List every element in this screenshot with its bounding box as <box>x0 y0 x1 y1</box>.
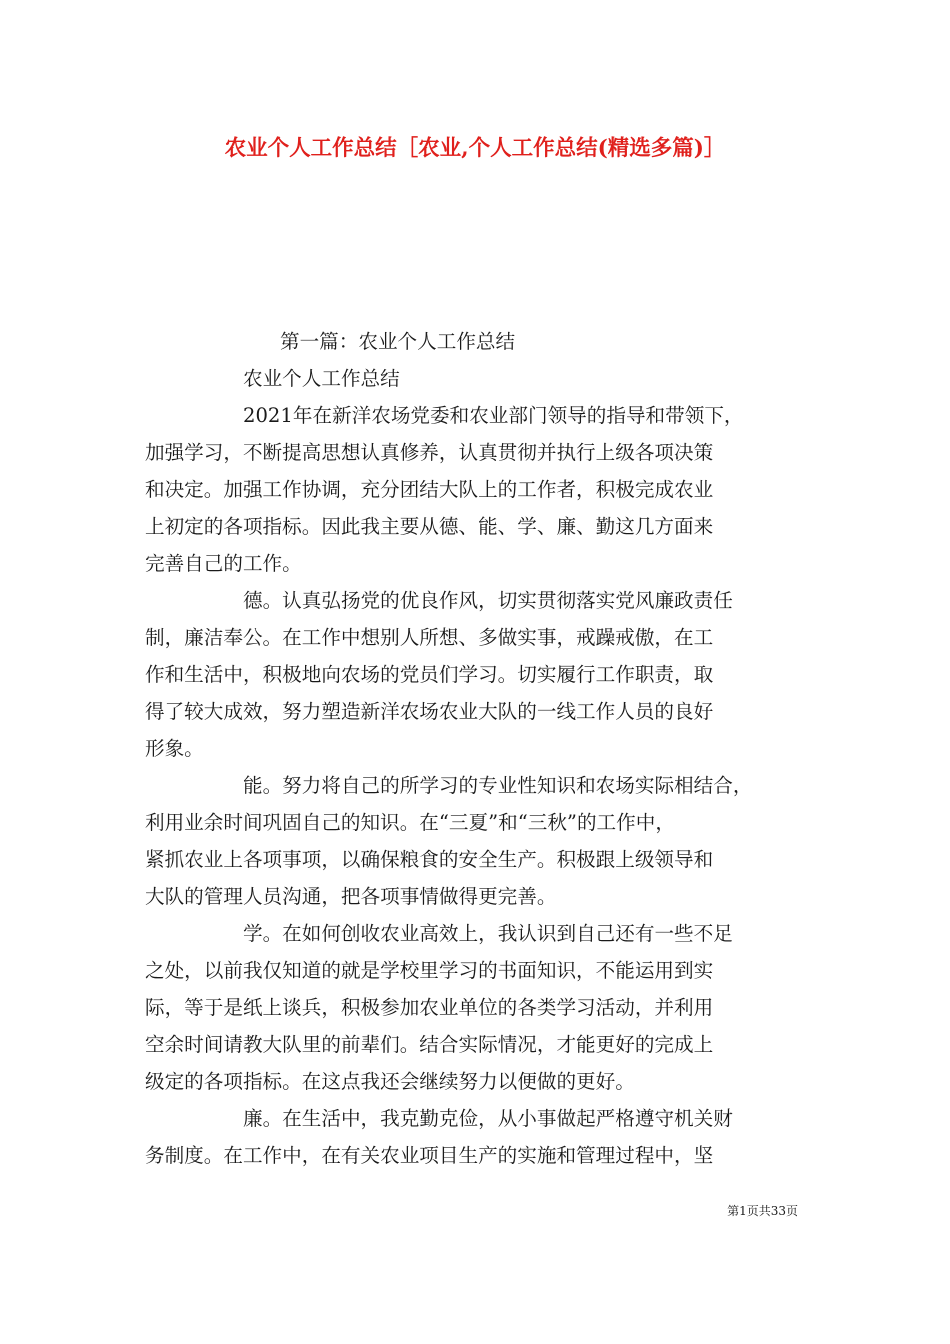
body-line: 作和生活中，积极地向农场的党员们学习。切实履行工作职责，取 <box>145 663 714 686</box>
body-line: 际，等于是纸上谈兵，积极参加农业单位的各类学习活动，并利用 <box>145 996 714 1019</box>
body-line: 廉。在生活中，我克勤克俭，从小事做起严格遵守机关财 <box>243 1107 733 1130</box>
body-line: 制，廉洁奉公。在工作中想别人所想、多做实事，戒躁戒傲，在工 <box>145 626 714 649</box>
body-line: 得了较大成效，努力塑造新洋农场农业大队的一线工作人员的良好 <box>145 700 714 723</box>
body-line: 空余时间请教大队里的前辈们。结合实际情况，才能更好的完成上 <box>145 1033 714 1056</box>
body-line: 加强学习，不断提高思想认真修养，认真贯彻并执行上级各项决策 <box>145 441 714 464</box>
body-line: 利用业余时间巩固自己的知识。在“三夏”和“三秋”的工作中， <box>145 811 675 834</box>
body-line: 完善自己的工作。 <box>145 552 302 575</box>
body-line: 能。努力将自己的所学习的专业性知识和农场实际相结合， <box>243 774 753 797</box>
body-line: 紧抓农业上各项事项，以确保粮食的安全生产。积极跟上级领导和 <box>145 848 714 871</box>
body-line: 上初定的各项指标。因此我主要从德、能、学、廉、勤这几方面来 <box>145 515 714 538</box>
body-line: 大队的管理人员沟通，把各项事情做得更完善。 <box>145 885 557 908</box>
body-line: 务制度。在工作中，在有关农业项目生产的实施和管理过程中，坚 <box>145 1144 714 1167</box>
body-line: 学。在如何创收农业高效上，我认识到自己还有一些不足 <box>243 922 733 945</box>
page-number-footer: 第1页共33页 <box>727 1204 798 1218</box>
body-line: 2021年在新洋农场党委和农业部门领导的指导和带领下， <box>243 404 744 427</box>
body-line: 级定的各项指标。在这点我还会继续努力以便做的更好。 <box>145 1070 635 1093</box>
body-line: 第一篇：农业个人工作总结 <box>280 330 516 353</box>
body-line: 形象。 <box>145 737 204 760</box>
body-line: 农业个人工作总结 <box>243 367 400 390</box>
body-line: 之处，以前我仅知道的就是学校里学习的书面知识，不能运用到实 <box>145 959 714 982</box>
document-title: 农业个人工作总结［农业,个人工作总结(精选多篇)］ <box>224 136 726 161</box>
body-line: 德。认真弘扬党的优良作风，切实贯彻落实党风廉政责任 <box>243 589 733 612</box>
document-body <box>145 323 813 1174</box>
body-line: 和决定。加强工作协调，充分团结大队上的工作者，积极完成农业 <box>145 478 714 501</box>
